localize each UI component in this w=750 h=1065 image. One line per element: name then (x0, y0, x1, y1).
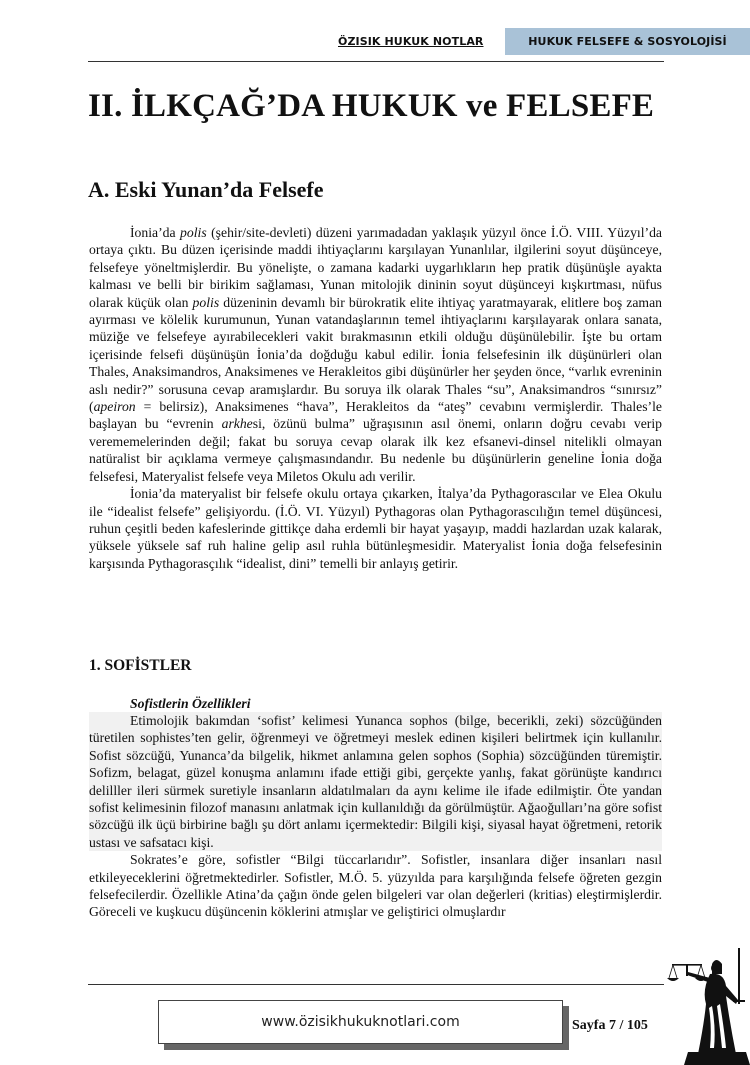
text-run: = belirsiz), Anaksimenes “hava”, Herakleitos da “ateş” cevabını vermişlerdir. Thales’le başlayan bu “evrenin (89, 399, 662, 432)
header-divider (88, 61, 664, 62)
header-brand: ÖZISIK HUKUK NOTLAR (338, 35, 484, 48)
section-a-heading: A. Eski Yunan’da Felsefe (88, 177, 324, 202)
footer-website-text: www.özisikhukuknotlari.com (261, 1014, 460, 1030)
italic-term: apeiron (93, 399, 136, 415)
lady-justice-icon (658, 944, 750, 1065)
text-run: (şehir/site-devleti) düzeni yarımadadan yaklaşık yüzyıl önce İ.Ö. VIII. Yüzyıl’da ortaya çıktı. Bu düzen içerisinde maddi ihtiyaçlarını karşılayan Yunanlılar, ilgilerini soyut düşünceye, felsefeye yöneltmişlerdir. Bu yönelişte, o zamana kadarki uygarlıkların hep pratik düşünüşle ayakta kalması ve belli bir birikim sağlaması, Yunan mitolojik dininin soyut düşünceyi kışkırtması, nüfus olarak küçük olan (89, 225, 662, 310)
italic-term: polis (180, 225, 207, 240)
section-a-paragraph-1 (89, 224, 662, 485)
text-run: düzeninin devamlı bir bürokratik elite ihtiyaç yaratmayarak, elitlere boş zaman ayırması ve kölelik kurumunun, Yunan vatandaşlarının temel ihtiyaçlarını karşılayarak onlara sanata, müziğe ve felsefeye ayırabilecekleri vakit bırakmasının etkili olduğu düşünülebilir. İşte bu ortam içerisinde felsefi düşünüşün İonia’da doğduğu kabul edilir. İonia felsefesinin ilk düşünürleri olan Thales, Anaksimandros, Anaksimenes ve Herakleitos gibi düşünürler her şeyden önce, “varlık evreninin aslı nedir?” sorusuna cevap aramışlardır. Bu soruya ilk olarak Thales “su”, Anaksimandros “sınırsız” ( (89, 294, 662, 415)
chapter-title: II. İLKÇAĞ’DA HUKUK ve FELSEFE (88, 88, 655, 124)
section-1-paragraph-2: Sokrates’e göre, sofistler “Bilgi tüccarlarıdır”. Sofistler, insanlara diğer insanları nasıl etkileyeceklerini öğretmektedirler. Sofistler, M.Ö. 5. yüzyılda para karşılığında felsefe öğreten gezgin felsefecilerdir. Özellikle Atina’da çağın önde gelen bilgeleri var olan değerleri (kritias) eleştirmişlerdir. Göreceli ve kuşkucu düşüncenin köklerini atmışlar ve geliştirici olmuşlardır (89, 852, 662, 920)
section-1-heading: 1. SOFİSTLER (89, 657, 192, 674)
section-1-subheading: Sofistlerin Özellikleri (130, 696, 251, 711)
text-run: si, özünü bulma” uğraşısının asıl önemi, onların doğru cevabı verip verememelerinden değil; fakat bu soruya cevap olarak ilk kez efsanevi-dinsel nitelikli olmayan natüralist bir açıklama vermeye çalışmasındandır. Bu nedenle bu düşünürlerin geneline İonia doğa felsefesi, Materyalist felsefe veya Miletos Okulu adı verilir. (89, 416, 662, 484)
section-a-paragraph-2: İonia’da materyalist bir felsefe okulu ortaya çıkarken, İtalya’da Pythagorascılar ve Elea Okulu ile “idealist felsefe” gelişiyordu. (İ.Ö. VI. Yüzyıl) Pythagoras olan Pythagorascılığın temel düşüncesi, ruhun çeşitli beden kafeslerinde gittikçe daha erdemli bir hayat yaşayıp, maddi hazlardan uzak kalarak, yüksele yüksele saf ruh haline gelip asıl ruhla bütünleşmesidir. Materyalist İonia doğa felsefesinin karşısında Pythagorasçılık “idealist, dini” temelli bir anlayış getirir. (89, 486, 662, 571)
text-run: İonia’da (130, 225, 181, 240)
italic-term: polis (192, 294, 220, 310)
section-1-body (89, 712, 662, 921)
section-a-body (89, 224, 662, 572)
page-number: Sayfa 7 / 105 (572, 1018, 648, 1033)
footer-divider (88, 984, 664, 985)
header-topic-badge: HUKUK FELSEFE & SOSYOLOJİSİ (505, 28, 750, 55)
italic-term: arkhe (221, 416, 253, 432)
footer-website-link[interactable] (158, 1000, 563, 1044)
section-1-paragraph-1: Etimolojik bakımdan ‘sofist’ kelimesi Yunanca sophos (bilge, becerikli, zeki) sözcüğünden türetilen sophistes’ten gelir, öğrenmeyi ve öğretmeyi meslek edinen kişileri belirtmek için kullanılır. Sofist sözcüğü, Yunanca’da bilgelik, hikmet anlamına gelen sophos (Sophia) sözcüğünden türemiştir. Sofizm, belagat, güzel konuşma anlamını ifade ettiği gibi, gerçekte yanlış, fakat görünüşte kandırıcı delilller ileri sürmek suretiyle insanların aldatılmaları da aynı kelime ile ifade edilmiştir. Öte yandan sofist kelimesinin filozof manasını anlatmak için kullanıldığı da görülmüştür. Ağaoğulları’na göre sofist sözcüğü ilk üçü birbirine bağlı şu dört anlamı içermektedir: Bilgili kişi, siyasal hayat öğretmeni, retorik ustası ve safsatacı kişi. (89, 713, 662, 850)
